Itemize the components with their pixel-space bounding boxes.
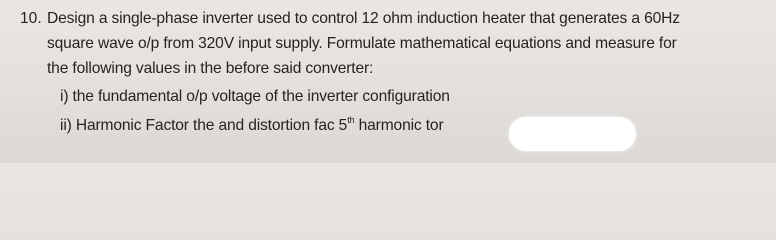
sub-question-ii [60, 116, 443, 136]
redaction-blob [509, 117, 636, 151]
question-number: 10. [20, 10, 42, 27]
question-line-1: Design a single-phase inverter used to control 12 ohm induction heater that generates a 60Hz [47, 10, 680, 27]
sub-question-ii-text: ii) Harmonic Factor the and distortion fac 5 [60, 117, 348, 134]
ordinal-suffix: th [347, 114, 355, 125]
sub-question-ii-tail: harmonic tor [354, 117, 444, 134]
sub-question-i: i) the fundamental o/p voltage of the inverter configuration [60, 88, 450, 105]
question-line-2: square wave o/p from 320V input supply. Formulate mathematical equations and measure for [47, 35, 677, 52]
question-line-3: the following values in the before said converter: [47, 60, 374, 77]
